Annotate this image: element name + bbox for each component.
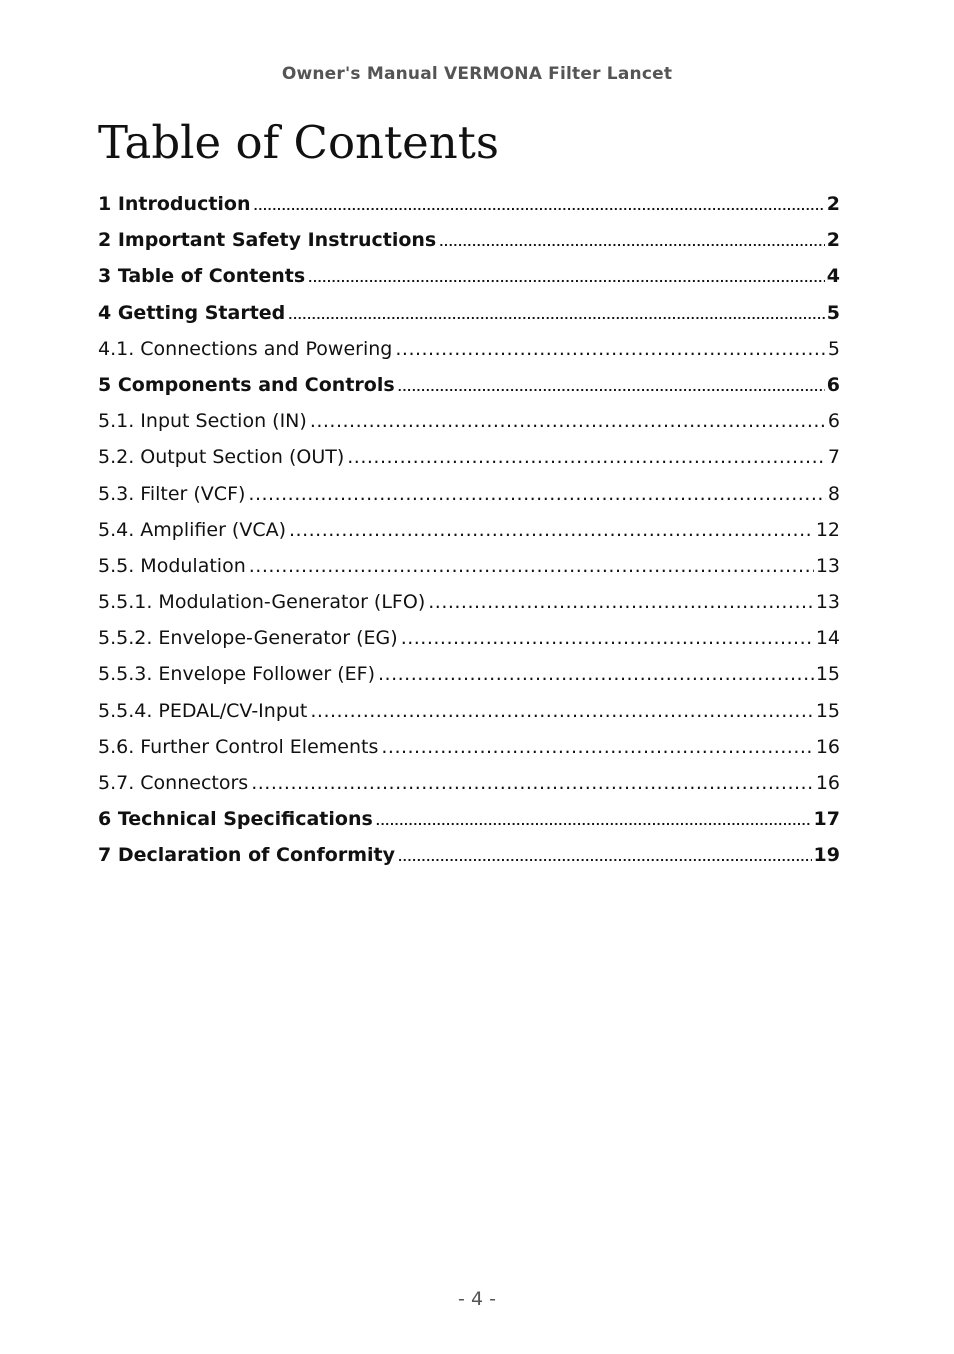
dot-leader: [381, 729, 813, 765]
toc-entry-modulation[interactable]: [98, 548, 840, 584]
dot-leader: [308, 261, 825, 297]
toc-entry-page: 2: [826, 193, 840, 215]
toc-entry-getting-started[interactable]: [98, 295, 840, 331]
toc-entry-label: 5.7. Connectors: [98, 772, 249, 794]
toc-entry-page: 6: [826, 373, 840, 396]
toc-entry-introduction[interactable]: [98, 186, 840, 222]
toc-entry-page: 5: [826, 301, 840, 324]
toc-entry-label: 5.5. Modulation: [98, 554, 246, 577]
dot-leader: [254, 189, 825, 225]
toc-entry-label: 5.4. Amplifier (VCA): [98, 518, 287, 541]
table-of-contents: [98, 186, 840, 874]
toc-entry-envelope-follower[interactable]: [98, 656, 840, 692]
toc-entry-label: 5.5.4. PEDAL/CV-Input: [98, 699, 308, 722]
toc-entry-label: 5.5.1. Modulation-Generator (LFO): [98, 591, 426, 614]
dot-leader: [310, 403, 826, 439]
toc-entry-label: 1 Introduction: [98, 193, 251, 215]
toc-entry-page: 16: [815, 735, 840, 758]
toc-entry-pedal-cv-input[interactable]: [98, 693, 840, 729]
dot-leader: [310, 693, 813, 729]
toc-entry-page: 16: [815, 772, 840, 794]
toc-entry-technical-specifications[interactable]: [98, 801, 840, 837]
dot-leader: [401, 620, 814, 656]
toc-entry-output-section[interactable]: [98, 439, 840, 475]
toc-entry-page: 8: [827, 482, 840, 505]
toc-entry-page: 12: [815, 518, 840, 541]
dot-leader: [289, 512, 814, 548]
toc-entry-page: 6: [827, 410, 840, 433]
dot-leader: [347, 439, 826, 475]
toc-entry-label: 5.5.2. Envelope-Generator (EG): [98, 627, 398, 650]
dot-leader: [428, 584, 814, 620]
dot-leader: [288, 298, 825, 334]
toc-entry-label: 5.3. Filter (VCF): [98, 482, 246, 505]
toc-entry-page: 15: [815, 663, 840, 686]
toc-entry-page: 5: [827, 337, 840, 360]
toc-entry-further-control-elements[interactable]: [98, 729, 840, 765]
toc-entry-label: 5.6. Further Control Elements: [98, 735, 379, 758]
dot-leader: [249, 548, 814, 584]
toc-entry-connections-powering[interactable]: [98, 331, 840, 367]
dot-leader: [376, 804, 812, 840]
toc-entry-label: 4 Getting Started: [98, 301, 286, 324]
dot-leader: [398, 840, 812, 876]
toc-entry-safety-instructions[interactable]: [98, 222, 840, 258]
toc-entry-page: 7: [827, 446, 840, 469]
toc-entry-modulation-generator[interactable]: [98, 584, 840, 620]
toc-entry-label: 4.1. Connections and Powering: [98, 337, 393, 360]
dot-leader: [395, 331, 826, 367]
toc-entry-page: 14: [815, 627, 840, 650]
dot-leader: [248, 476, 825, 512]
toc-entry-label: 5 Components and Controls: [98, 373, 395, 396]
dot-leader: [251, 765, 814, 801]
toc-entry-components-controls[interactable]: [98, 367, 840, 403]
page-title: Table of Contents: [98, 116, 499, 169]
toc-entry-label: 3 Table of Contents: [98, 265, 306, 288]
toc-entry-page: 13: [815, 554, 840, 577]
toc-entry-label: 5.1. Input Section (IN): [98, 410, 307, 433]
dot-leader: [378, 656, 814, 692]
toc-entry-page: 2: [826, 229, 840, 252]
toc-entry-amplifier[interactable]: [98, 512, 840, 548]
toc-entry-page: 15: [815, 699, 840, 722]
dot-leader: [398, 370, 825, 406]
toc-entry-page: 13: [815, 591, 840, 614]
toc-entry-label: 5.2. Output Section (OUT): [98, 446, 345, 469]
dot-leader: [439, 225, 825, 261]
toc-entry-page: 17: [813, 808, 840, 831]
page-number: - 4 -: [458, 1288, 496, 1310]
running-header: Owner's Manual VERMONA Filter Lancet: [281, 64, 673, 84]
toc-entry-filter[interactable]: [98, 476, 840, 512]
toc-entry-declaration-of-conformity[interactable]: [98, 837, 840, 873]
toc-entry-label: 5.5.3. Envelope Follower (EF): [98, 663, 375, 686]
toc-entry-page: 4: [826, 265, 840, 288]
toc-entry-label: 6 Technical Specifications: [98, 808, 373, 831]
toc-entry-label: 7 Declaration of Conformity: [98, 844, 395, 867]
toc-entry-input-section[interactable]: [98, 403, 840, 439]
toc-entry-envelope-generator[interactable]: [98, 620, 840, 656]
toc-entry-page: 19: [813, 844, 840, 867]
toc-entry-label: 2 Important Safety Instructions: [98, 229, 437, 252]
toc-entry-connectors[interactable]: [98, 765, 840, 801]
toc-entry-table-of-contents[interactable]: [98, 258, 840, 294]
